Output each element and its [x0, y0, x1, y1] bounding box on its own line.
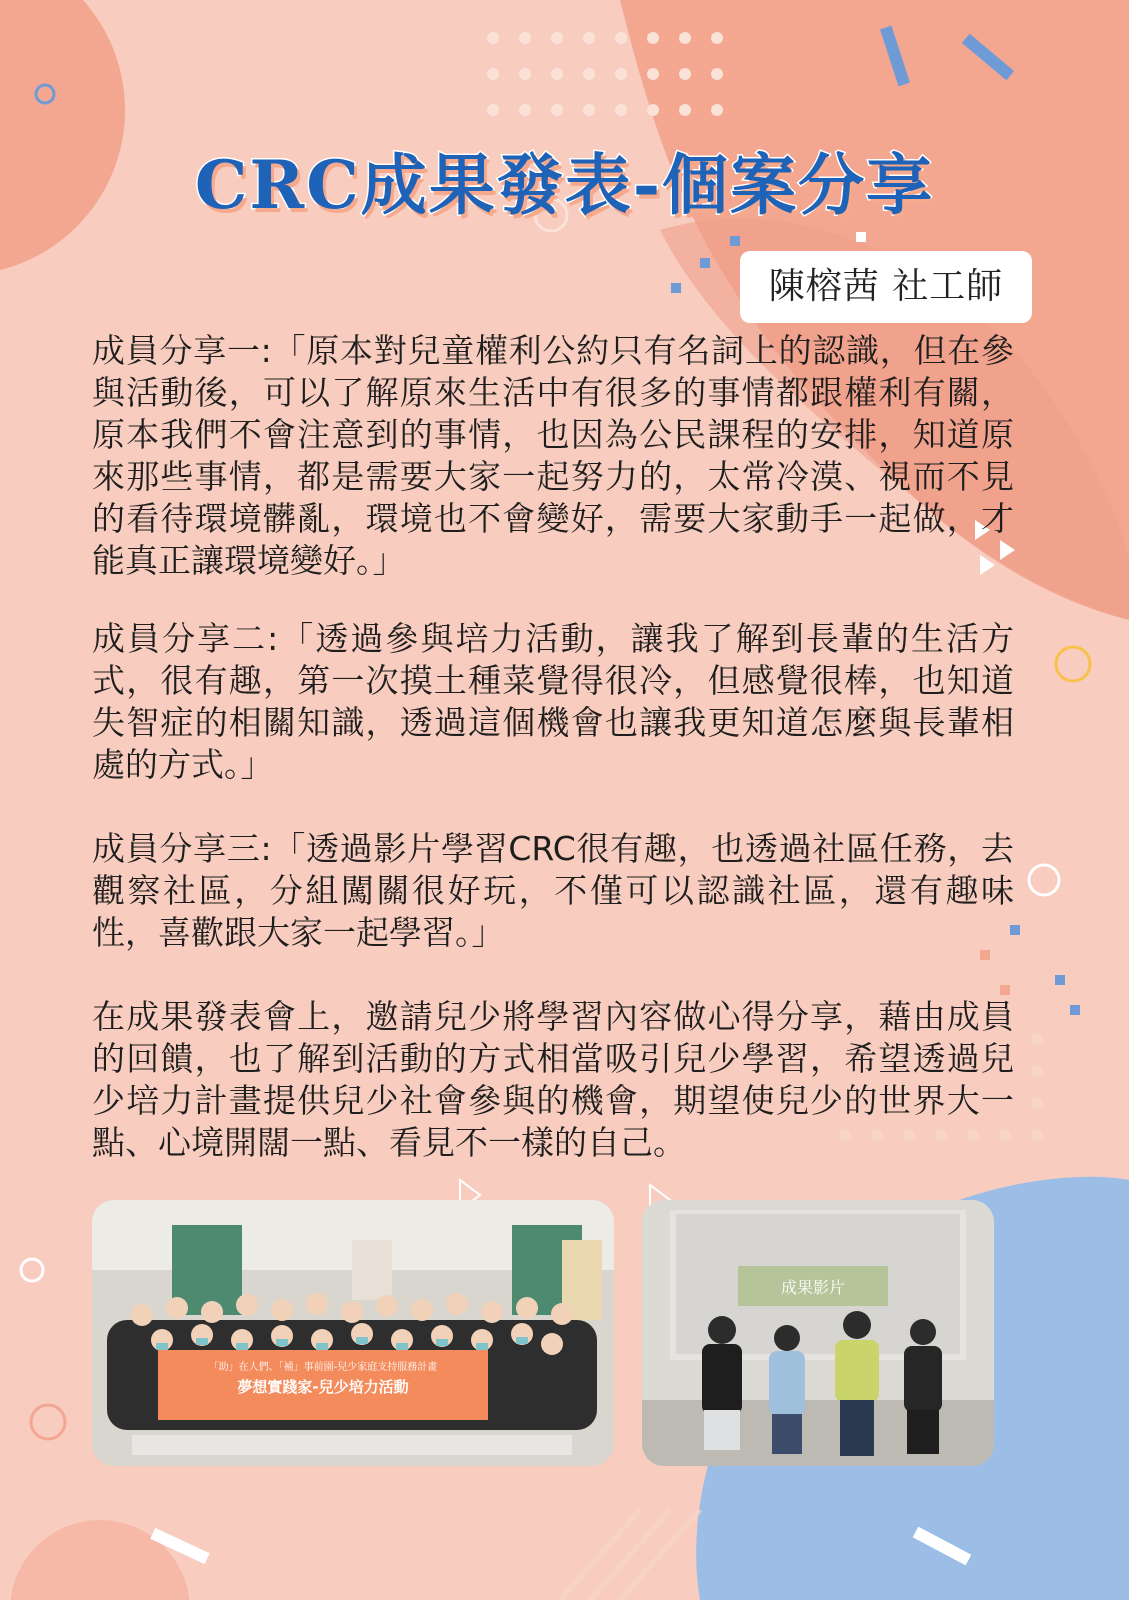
presentation-photo [642, 1200, 994, 1466]
member-share-2: 成員分享二:「透過參與培力活動，讓我了解到長輩的生活方式，很有趣，第一次摸土種菜覺得很冷，但感覺很棒，也知道失智症的相關知識，透過這個機會也讓我更知道怎麼與長輩相處的方式。」 [92, 619, 1014, 784]
member-share-3: 成員分享三:「透過影片學習CRC很有趣，也透過社區任務，去觀察社區，分組闖關很好玩，不僅可以認識社區，還有趣味性，喜歡跟大家一起學習。」 [92, 829, 1014, 952]
author-badge: 陳榕茜 社工師 [740, 251, 1032, 323]
screen-text: 成果影片 [780, 1278, 846, 1297]
page-title: CRC成果發表-個案分享 [194, 146, 935, 224]
group-photo [92, 1200, 614, 1466]
banner-line-1: 「助」在人們、「補」事前園-兒少家庭支持服務計畫 [208, 1362, 438, 1373]
member-share-1: 成員分享一:「原本對兒童權利公約只有名詞上的認識，但在參與活動後，可以了解原來生活中有很多的事情都跟權利有關，原本我們不會注意到的事情，也因為公民課程的安排，知道原來那些事情，都是需要大家一起努力的，太常冷漠、視而不見的看待環境髒亂，環境也不會變好，需要大家動手一起做，才能真正讓環境變好。」 [92, 331, 1014, 580]
summary-paragraph: 在成果發表會上，邀請兒少將學習內容做心得分享，藉由成員的回饋，也了解到活動的方式相當吸引兒少學習，希望透過兒少培力計畫提供兒少社會參與的機會，期望使兒少的世界大一點、心境開闊一點、看見不一樣的自己。 [92, 997, 1014, 1162]
banner-line-2: 夢想實踐家-兒少培力活動 [237, 1378, 409, 1396]
